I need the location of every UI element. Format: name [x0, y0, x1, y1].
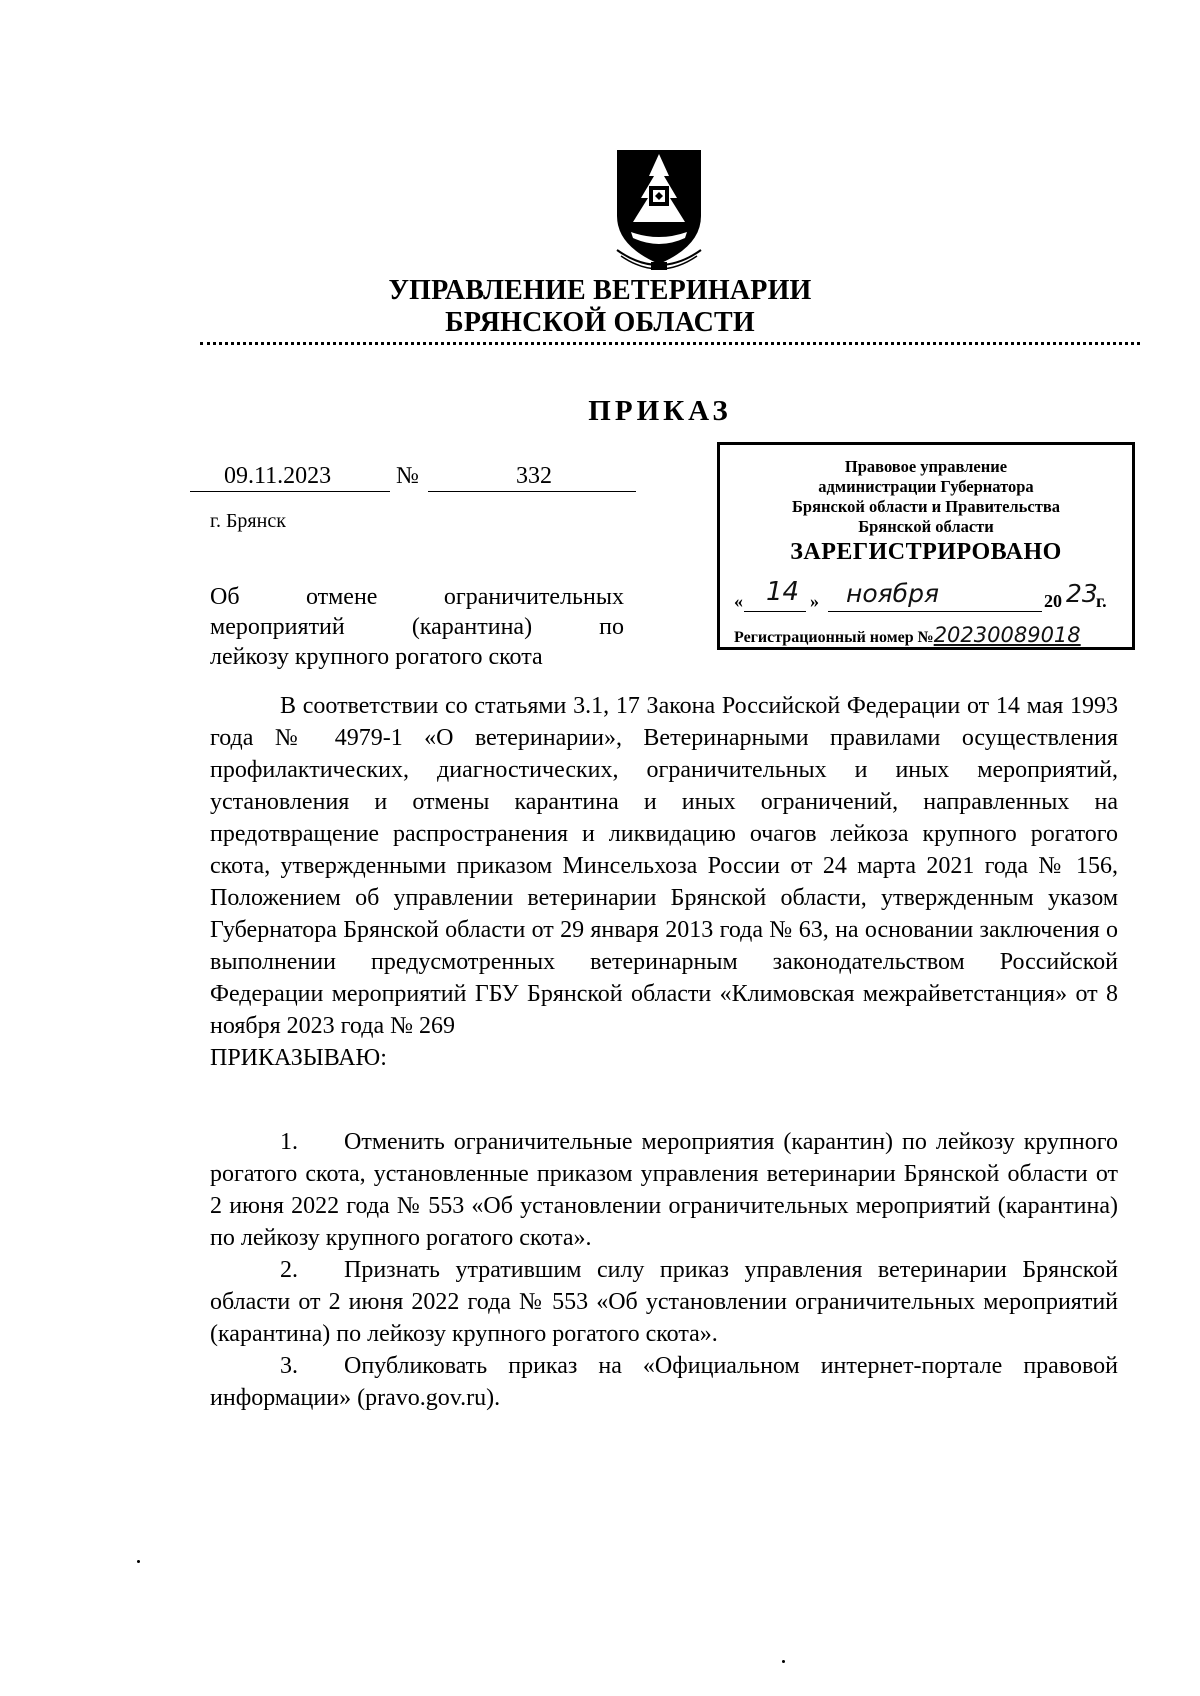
document-subject: [210, 582, 624, 672]
stamp-day: 14: [766, 577, 800, 607]
stamp-year-unit: г.: [1096, 591, 1107, 611]
registration-stamp: [717, 442, 1135, 650]
agency-name-line2: БРЯНСКОЙ ОБЛАСТИ: [445, 307, 755, 338]
stamp-month-underline: [828, 611, 1042, 612]
stamp-status: ЗАРЕГИСТРИРОВАНО: [790, 539, 1062, 565]
subject-line-3: лейкозу крупного рогатого скота: [210, 644, 543, 670]
item-text: Опубликовать приказ на «Официальном интернет-портале правовой информации» (pravo.gov.ru).: [210, 1353, 1118, 1411]
item-text: Отменить ограничительные мероприятия (карантин) по лейкозу крупного рогатого скота, установленные приказом управления ветеринарии Брянской области от 2 июня 2022 года № 553 «Об установлении ограничительных мероприятий (карантина) по лейкозу крупного рогатого скота».: [210, 1129, 1118, 1251]
stamp-reg-label: Регистрационный номер №: [734, 629, 934, 646]
document-type: ПРИКАЗ: [588, 395, 732, 427]
document-number: 332: [516, 463, 552, 489]
subject-word: Об: [210, 584, 240, 610]
order-word: ПРИКАЗЫВАЮ:: [210, 1045, 387, 1071]
coat-of-arms-icon: [611, 146, 707, 272]
stamp-line3: Брянской области и Правительства: [792, 497, 1060, 516]
number-underline: [428, 491, 636, 492]
stamp-line1: Правовое управление: [844, 457, 1008, 476]
scan-speck: [137, 1560, 140, 1563]
stamp-date: [720, 579, 1132, 619]
scan-speck: [782, 1660, 785, 1663]
document-date: 09.11.2023: [224, 463, 332, 489]
stamp-year-suffix: 23: [1066, 579, 1098, 608]
item-text: Признать утратившим силу приказ управления ветеринарии Брянской области от 2 июня 2022 года № 553 «Об установлении ограничительных мероприятий (карантина) по лейкозу крупного рогатого скота».: [210, 1257, 1118, 1347]
stamp-month: ноября: [846, 579, 940, 608]
subject-line-2: [210, 612, 624, 642]
city: г. Брянск: [210, 510, 286, 532]
header-divider: [200, 342, 1140, 345]
order-items: [210, 1126, 1118, 1414]
stamp-close-quote: »: [810, 591, 819, 611]
stamp-day-underline: [744, 611, 806, 612]
subject-word: отмене: [305, 584, 378, 610]
stamp-line4: Брянской области: [858, 517, 994, 536]
stamp-registration-number: [734, 623, 1081, 647]
agency-name-line1: УПРАВЛЕНИЕ ВЕТЕРИНАРИИ: [388, 275, 812, 306]
subject-line-1: [210, 582, 624, 612]
number-sign: №: [396, 463, 419, 489]
preamble-block: [210, 690, 1118, 1074]
order-item: [210, 1254, 1118, 1350]
subject-word: ограничительных: [443, 584, 624, 610]
stamp-open-quote: «: [734, 591, 743, 611]
order-item: [210, 1350, 1118, 1414]
item-number: 2.: [280, 1257, 298, 1283]
subject-word: мероприятий: [210, 614, 345, 640]
preamble-paragraph: В соответствии со статьями 3.1, 17 Закона Российской Федерации от 14 мая 1993 года № 4979-1 «О ветеринарии», Ветеринарными правилами осуществления профилактических, диагностических, ограничительных и иных мероприятий, установления и отмены карантина и иных ограничений, направленных на предотвращение распространения и ликвидацию очагов лейкоза крупного рогатого скота, утвержденными приказом Минсельхоза России от 24 марта 2021 года № 156, Положением об управлении ветеринарии Брянской области, утвержденным указом Губернатора Брянской области от 29 января 2013 года № 63, на основании заключения о выполнении предусмотренных ветеринарным законодательством Российской Федерации мероприятий ГБУ Брянской области «Климовская межрайветстанция» от 8 ноября 2023 года № 269: [210, 693, 1118, 1039]
item-number: 3.: [280, 1353, 298, 1379]
stamp-line2: администрации Губернатора: [818, 477, 1034, 496]
date-underline: [190, 491, 390, 492]
subject-word: по: [599, 614, 624, 640]
stamp-year-prefix: 20: [1044, 591, 1062, 611]
subject-word: (карантина): [411, 614, 533, 640]
order-item: [210, 1126, 1118, 1254]
item-number: 1.: [280, 1129, 298, 1155]
stamp-reg-number: 20230089018: [933, 623, 1081, 647]
